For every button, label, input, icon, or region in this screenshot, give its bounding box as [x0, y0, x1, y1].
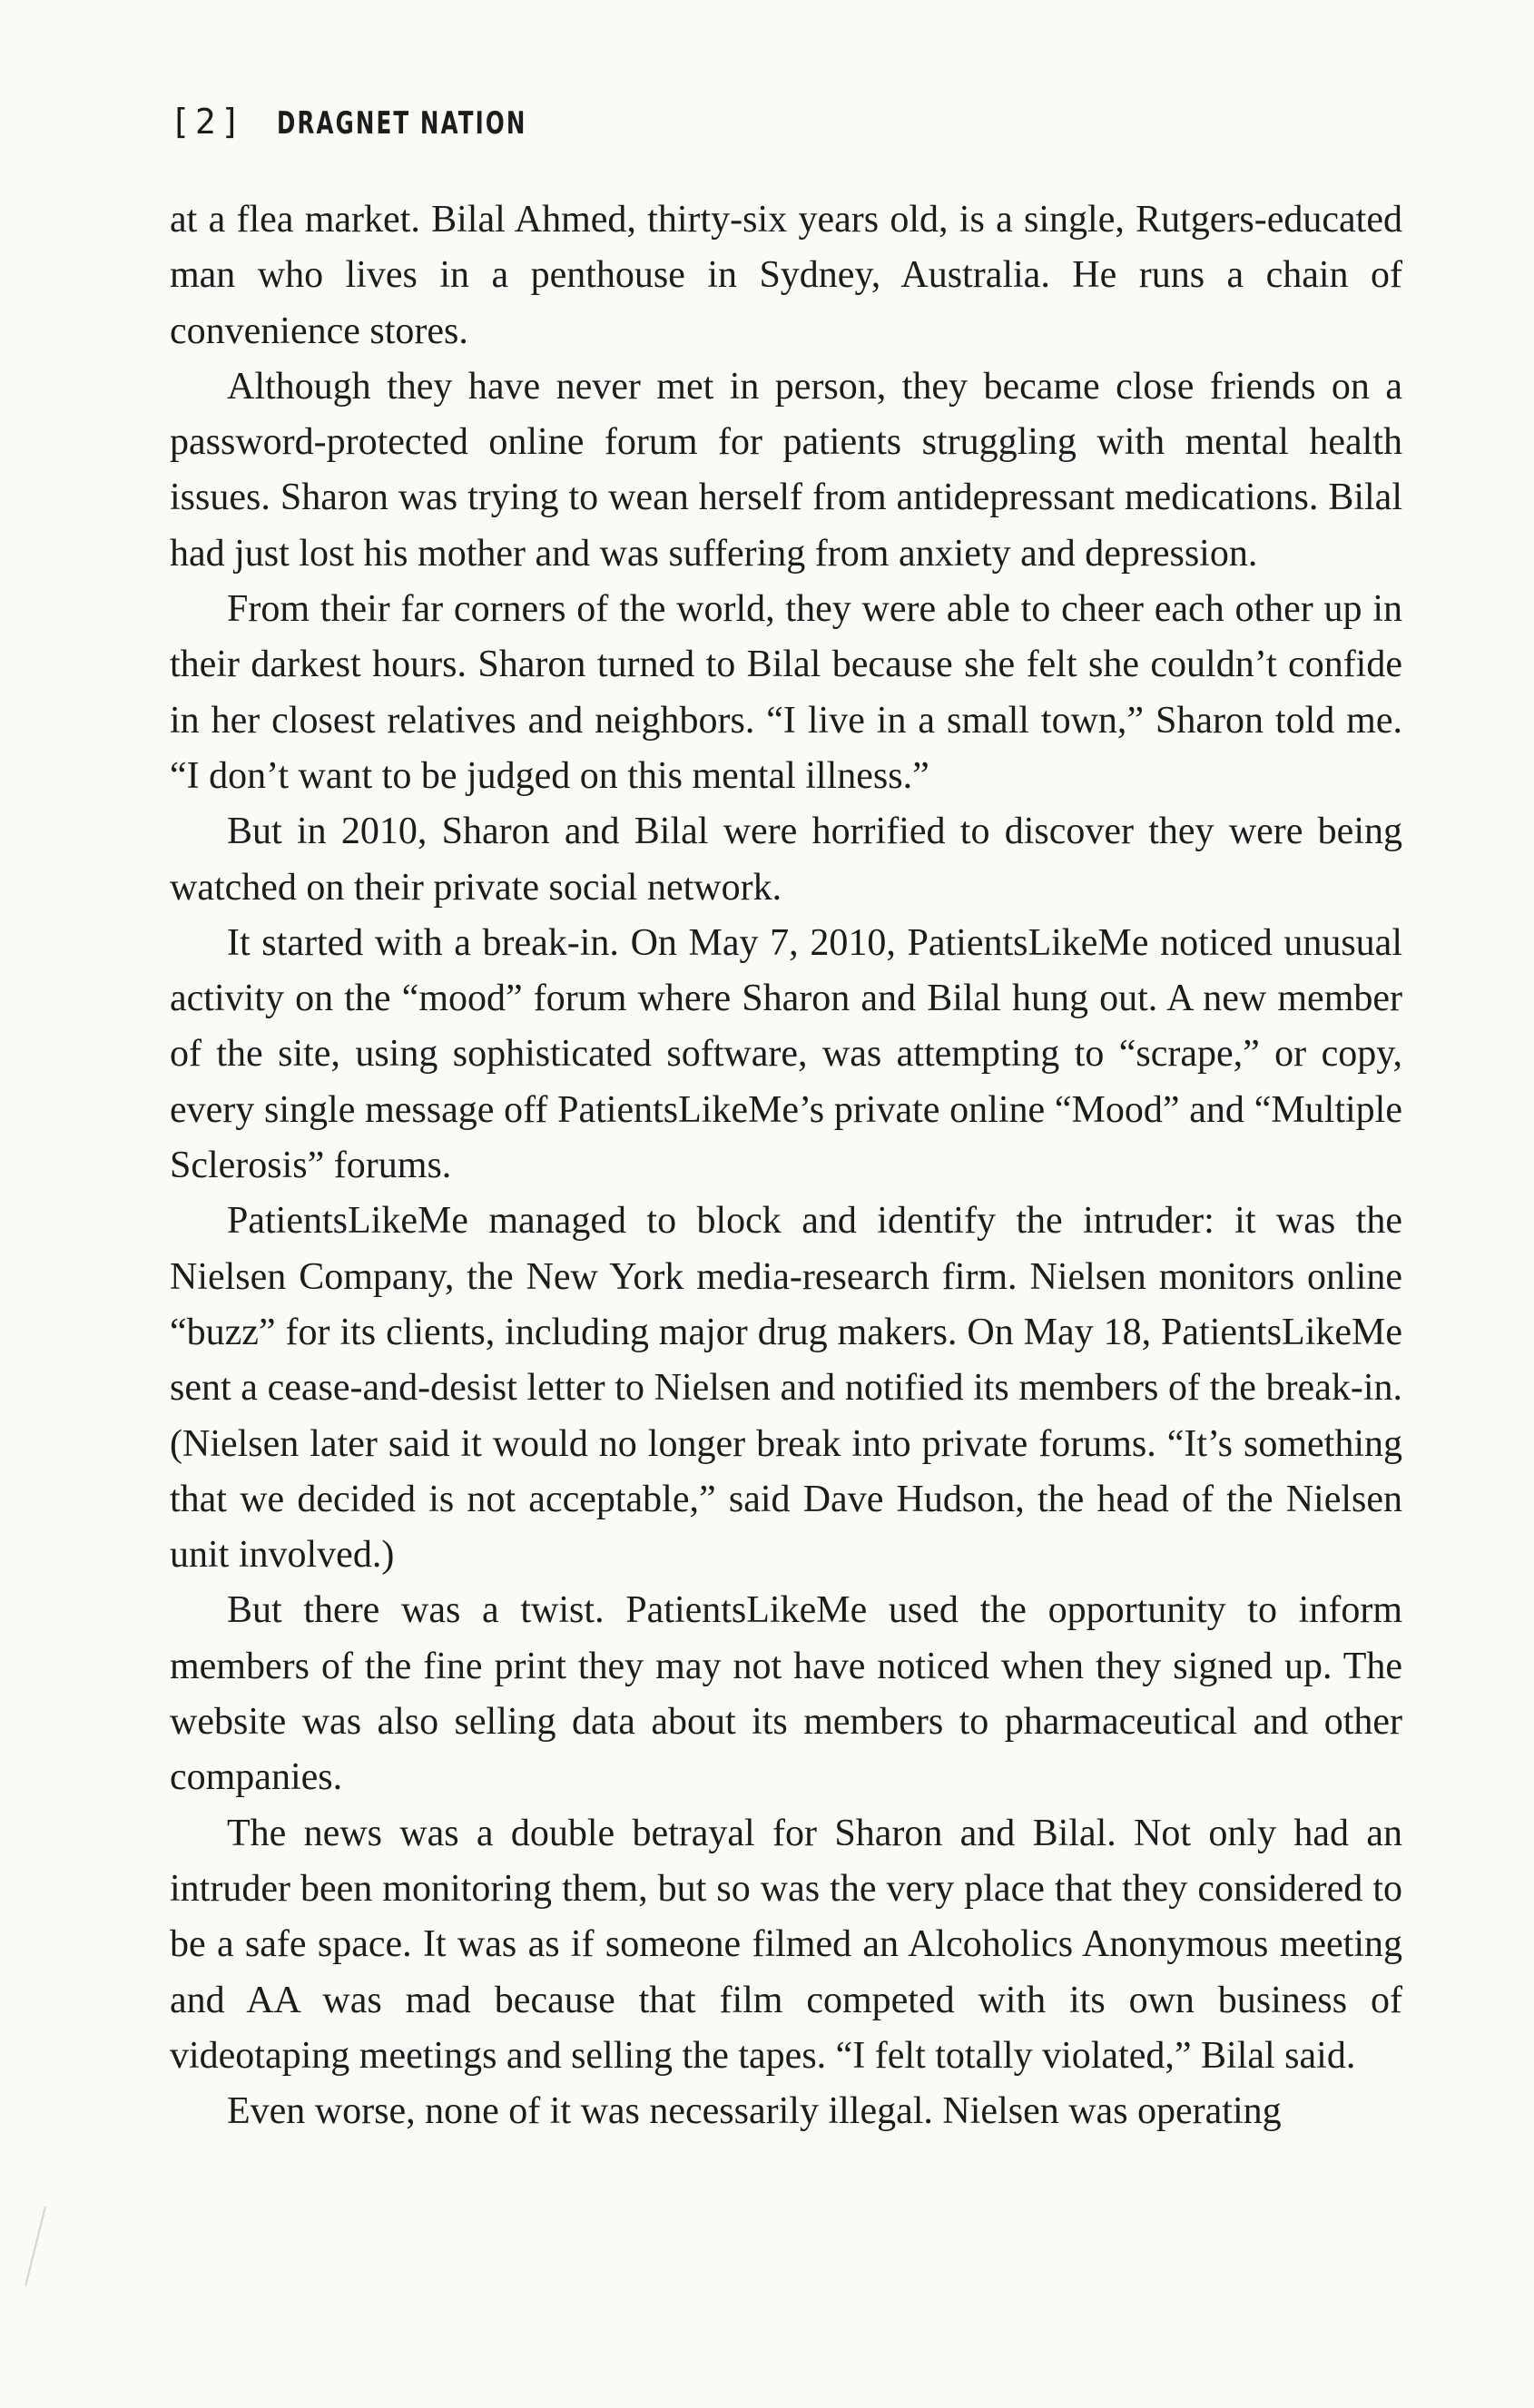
body-text	[170, 192, 1402, 2139]
paragraph: Even worse, none of it was necessarily illegal. Nielsen was operating	[227, 2090, 1282, 2133]
paragraph: at a flea market. Bilal Ahmed, thirty-six years old, is a single, Rutgers-educated man who lives in a penthouse in Sydney, Australia. He runs a chain of convenience stores.	[170, 199, 1402, 352]
paragraph: But there was a twist. PatientsLikeMe used the opportunity to inform members of the fine print they may not have noticed when they signed up. The website was also selling data about its members to pharmaceutical and other companies.	[170, 1589, 1402, 1799]
paragraph: But in 2010, Sharon and Bilal were horrified to discover they were being watched on their private social network.	[170, 811, 1402, 909]
running-title: DRAGNET NATION	[276, 105, 527, 142]
margin-pencil-mark	[25, 2207, 46, 2286]
paragraph: It started with a break-in. On May 7, 2010, PatientsLikeMe noticed unusual activity on the “mood” forum where Sharon and Bilal hung out. A new member of the site, using sophisticated software, was attempting to “scrape,” or copy, every single message off PatientsLikeMe’s private online “Mood” and “Multiple Sclerosis” forums.	[170, 921, 1402, 1187]
paragraph: Although they have never met in person, they became close friends on a password-protected online forum for patients struggling with mental health issues. Sharon was trying to wean herself from antidepressant medications. Bilal had just lost his mother and was suffering from anxiety and depression.	[170, 365, 1402, 575]
page-number: [2]	[170, 102, 246, 142]
running-head	[170, 102, 624, 142]
paragraph: PatientsLikeMe managed to block and identify the intruder: it was the Nielsen Company, the New York media-research firm. Nielsen monitors online “buzz” for its clients, including major drug makers. On May 18, PatientsLikeMe sent a cease-and-desist letter to Nielsen and notified its members of the break-in. (Nielsen later said it would no longer break into private forums. “It’s something that we decided is not acceptable,” said Dave Hudson, the head of the Nielsen unit involved.)	[170, 1200, 1402, 1577]
paragraph: From their far corners of the world, they were able to cheer each other up in their darkest hours. Sharon turned to Bilal because she felt she couldn’t confide in her closest relatives and neighbors. “I live in a small town,” Sharon told me. “I don’t want to be judged on this mental illness.”	[170, 588, 1402, 797]
paragraph: The news was a double betrayal for Sharon and Bilal. Not only had an intruder been monitoring them, but so was the very place that they considered to be a safe space. It was as if someone filmed an Alcoholics Anonymous meeting and AA was mad because that film competed with its own business of videotaping meetings and selling the tapes. “I felt totally violated,” Bilal said.	[170, 1812, 1402, 2077]
